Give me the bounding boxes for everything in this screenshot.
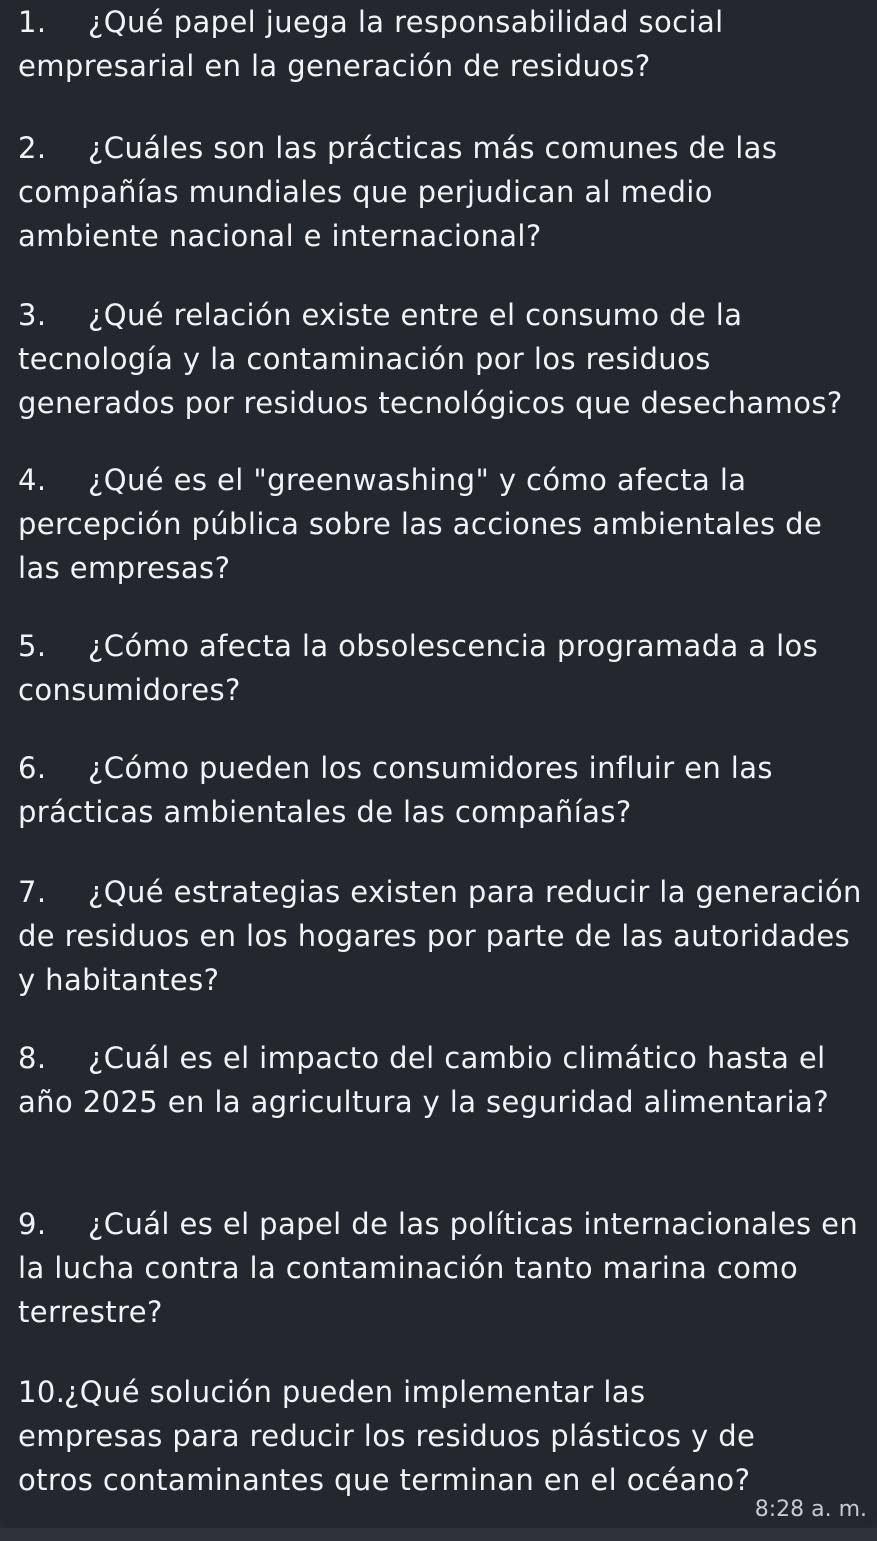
question-text: ¿Cuáles son las prácticas más comunes de las compañías mundiales que perjudican al medio ambiente nacional e internacional?	[18, 131, 778, 253]
question-number: 7.	[18, 875, 47, 909]
question-text: ¿Qué papel juega la responsabilidad social empresarial en la generación de residuos?	[18, 5, 724, 83]
question-text: ¿Cómo afecta la obsolescencia programada a los consumidores?	[18, 629, 819, 707]
question-number: 6.	[18, 751, 47, 785]
question-text: ¿Qué relación existe entre el consumo de la tecnología y la contaminación por los residuos generados por residuos tecnológicos que desechamos?	[18, 298, 843, 420]
chat-background	[0, 1528, 877, 1541]
question-text: ¿Cuál es el papel de las políticas internacionales en la lucha contra la contaminación tanto marina como terrestre?	[18, 1207, 859, 1329]
question-text: ¿Qué estrategias existen para reducir la generación de residuos en los hogares por parte de las autoridades y habitantes?	[18, 875, 862, 997]
question-number: 10.	[18, 1375, 66, 1409]
question-number: 3.	[18, 298, 47, 332]
question-number: 5.	[18, 629, 47, 663]
question-text: ¿Qué es el "greenwashing" y cómo afecta la percepción pública sobre las acciones ambientales de las empresas?	[18, 463, 823, 585]
question-text: ¿Qué solución pueden implementar las empresas para reducir los residuos plásticos y de otros contaminantes que terminan en el océano?	[18, 1375, 756, 1497]
question-text: ¿Cuál es el impacto del cambio climático hasta el año 2025 en la agricultura y la seguridad alimentaria?	[18, 1041, 830, 1119]
question-6	[18, 746, 863, 834]
question-4	[18, 458, 863, 590]
question-3	[18, 293, 863, 425]
question-1	[18, 0, 863, 88]
question-5	[18, 624, 863, 712]
question-number: 9.	[18, 1207, 47, 1241]
question-number: 8.	[18, 1041, 47, 1075]
question-number: 4.	[18, 463, 47, 497]
question-number: 2.	[18, 131, 47, 165]
question-text: ¿Cómo pueden los consumidores influir en las prácticas ambientales de las compañías?	[18, 751, 773, 829]
question-8	[18, 1036, 863, 1124]
question-2	[18, 126, 863, 258]
question-number: 1.	[18, 5, 47, 39]
question-7	[18, 870, 863, 1002]
question-10	[18, 1370, 778, 1502]
question-9	[18, 1202, 863, 1334]
message-timestamp: 8:28 a. m.	[754, 1497, 867, 1522]
